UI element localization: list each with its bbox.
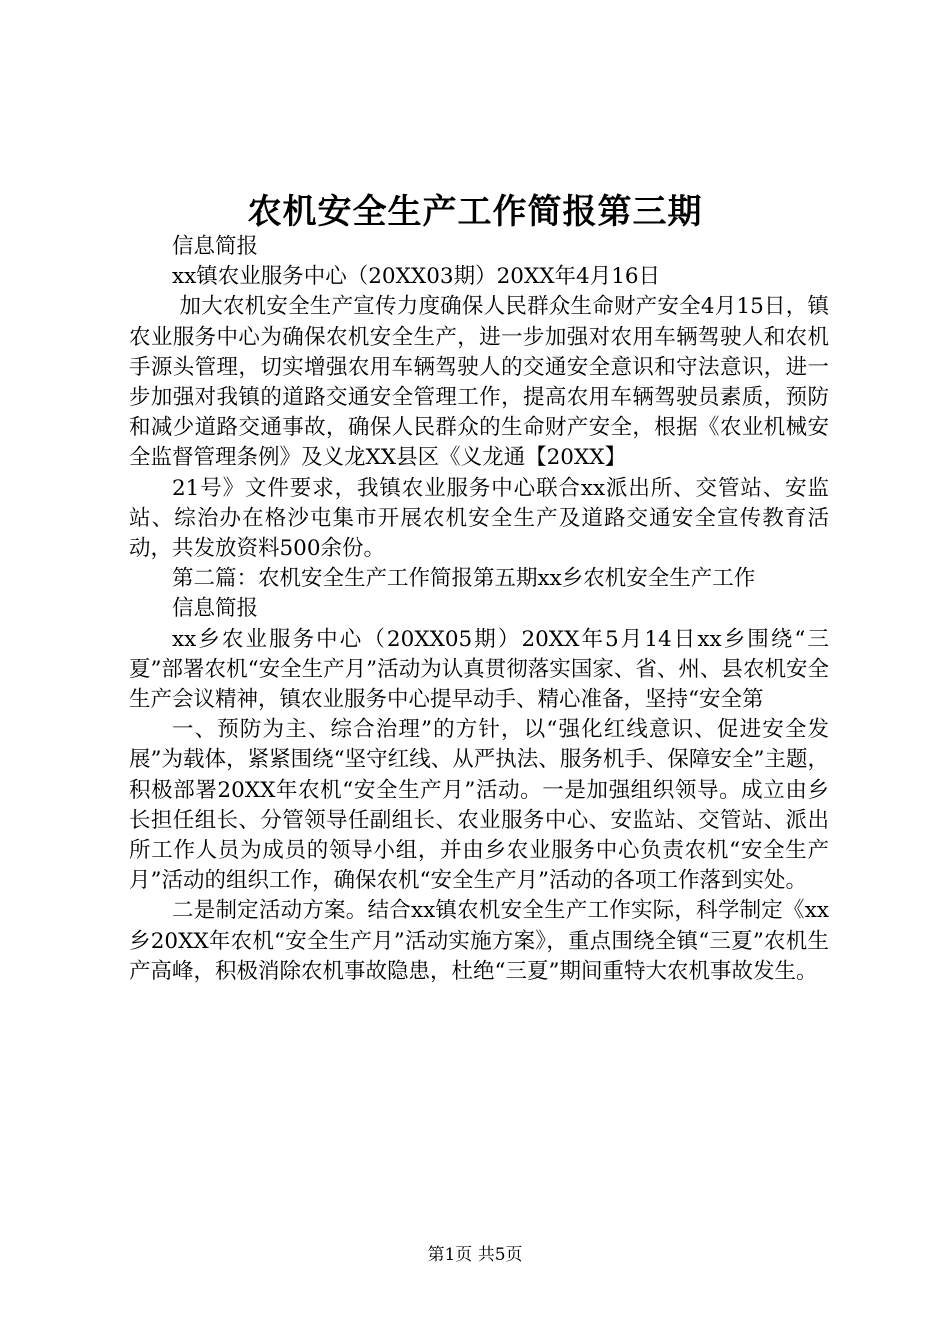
paragraph: 信息简报 [172, 234, 259, 259]
page-footer: 第1页 共5页 [427, 1245, 523, 1265]
paragraph: 二是制定活动方案。结合xx镇农机安全生产工作实际，科学制定《xx乡20XX年农机“安全生产月”活动实施方案》，重点围绕全镇“三夏”农机生产高峰，积极消除农机事故隐患，杜绝“三夏”期间重特大农机事故发生。 [129, 898, 829, 984]
paragraph: 信息简报 [172, 596, 259, 622]
paragraph: xx镇农业服务中心（20XX03期）20XX年4月16日 [172, 264, 661, 290]
paragraph: 21号》文件要求，我镇农业服务中心联合xx派出所、交管站、安监站、综治办在格沙屯集市开展农机安全生产及道路交通安全宣传教育活动，共发放资料500余份。 [129, 475, 829, 562]
document-title: 农机安全生产工作简报第三期 [247, 192, 703, 232]
paragraph: xx乡农业服务中心（20XX05期）20XX年5月14日xx乡围绕“三夏”部署农机“安全生产月”活动为认真贯彻落实国家、省、州、县农机安全生产会议精神，镇农业服务中心提早动手、精心准备，坚持“安全第 [129, 626, 829, 713]
document-body [129, 232, 829, 987]
paragraph: 加大农机安全生产宣传力度确保人民群众生命财产安全4月15日，镇农业服务中心为确保农机安全生产，进一步加强对农用车辆驾驶人和农机手源头管理，切实增强农用车辆驾驶人的交通安全意识和守法意识，进一步加强对我镇的道路交通安全管理工作，提高农用车辆驾驶员素质，预防和减少道路交通事故，确保人民群众的生命财产安全，根据《农业机械安全监督管理条例》及义龙XX县区《义龙通【20XX】 [129, 294, 829, 471]
paragraph: 第二篇：农机安全生产工作简报第五期xx乡农机安全生产工作 [172, 566, 756, 592]
paragraph: 一、预防为主、综合治理”的方针，以“强化红线意识、促进安全发展”为载体，紧紧围绕“坚守红线、从严执法、服务机手、保障安全”主题，积极部署20XX年农机“安全生产月”活动。一是加强组织领导。成立由乡长担任组长、分管领导任副组长、农业服务中心、安监站、交管站、派出所工作人员为成员的领导小组，并由乡农业服务中心负责农机“安全生产月”活动的组织工作，确保农机“安全生产月”活动的各项工作落到实处。 [129, 717, 829, 894]
